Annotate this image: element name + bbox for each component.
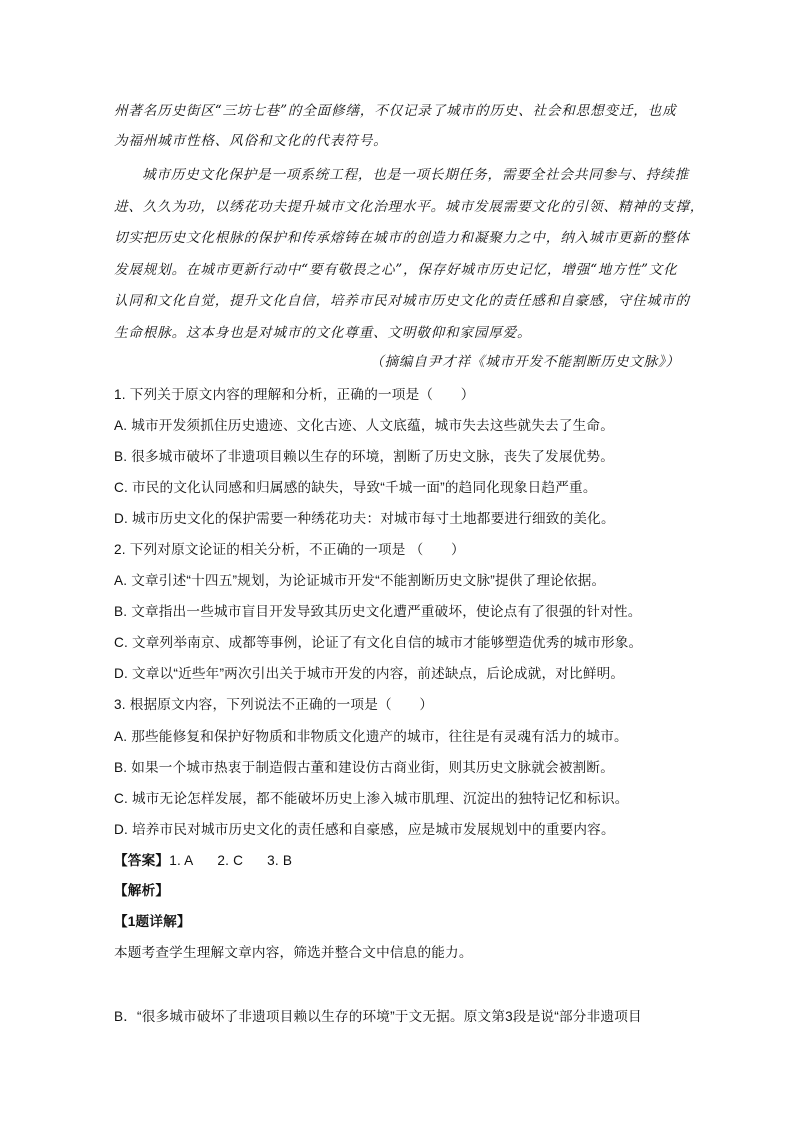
answer-row (114, 851, 680, 871)
question-3-stem: 3. 根据原文内容，下列说法不正确的一项是（ ） (114, 697, 434, 712)
passage-line: 为福州城市性格、风俗和文化的代表符号。 (114, 133, 388, 149)
question-1-option-d: D. 城市历史文化的保护需要一种绣花功夫：对城市每寸土地都要进行细致的美化。 (114, 511, 615, 526)
question-2-option-b: B. 文章指出一些城市盲目开发导致其历史文化遭严重破坏，使论点有了很强的针对性。 (114, 604, 642, 619)
question-1-option-b: B. 很多城市破坏了非遗项目赖以生存的环境，割断了历史文脉，丧失了发展优势。 (114, 449, 614, 464)
question-3-option-a: A. 那些能修复和保护好物质和非物质文化遗产的城市，往往是有灵魂有活力的城市。 (114, 729, 628, 744)
question-1-stem: 1. 下列关于原文内容的理解和分析，正确的一项是（ ） (114, 387, 475, 402)
passage-line: 生命根脉。这本身也是对城市的文化尊重、文明敬仰和家园厚爱。 (114, 325, 532, 341)
question-3-option-d: D. 培养市民对城市历史文化的责任感和自豪感，应是城市发展规划中的重要内容。 (114, 822, 615, 837)
question-2-option-a: A. 文章引述“十四五”规划，为论证城市开发“不能割断历史文脉”提供了理论依据。 (114, 573, 606, 588)
question-1-analysis-intro: 本题考查学生理解文章内容，筛选并整合文中信息的能力。 (114, 945, 473, 960)
question-1-option-c: C. 市民的文化认同感和归属感的缺失，导致“千城一面”的趋同化现象日趋严重。 (114, 480, 597, 495)
passage-line: 进、久久为功，以绣花功夫提升城市文化治理水平。城市发展需要文化的引领、精神的支撑， (114, 199, 705, 215)
question-3-option-c: C. 城市无论怎样发展，都不能破坏历史上渗入城市肌理、沉淀出的独特记忆和标识。 (114, 791, 629, 806)
passage-line: 发展规划。在城市更新行动中“要有敬畏之心”，保存好城市历史记忆，增强“地方性”文化 (114, 262, 678, 278)
answer-item: 3. B (267, 853, 293, 868)
analysis-label: 【解析】 (114, 883, 170, 898)
question-1-option-a: A. 城市开发须抓住历史遗迹、文化古迹、人文底蕴，城市失去这些就失去了生命。 (114, 418, 614, 433)
question-2-option-c: C. 文章列举南京、成都等事例，论证了有文化自信的城市才能够塑造优秀的城市形象。 (114, 635, 643, 650)
question-1-analysis-label: 【1题详解】 (114, 914, 191, 929)
answer-item: 2. C (217, 853, 244, 868)
passage-line: 切实把历史文化根脉的保护和传承熔铸在城市的创造力和凝聚力之中，纳入城市更新的整体 (114, 230, 690, 246)
passage-line: 州著名历史街区“三坊七巷”的全面修缮，不仅记录了城市的历史、社会和思想变迁，也成 (114, 103, 677, 119)
answer-item: 1. A (169, 853, 194, 868)
passage-line: 城市历史文化保护是一项系统工程，也是一项长期任务，需要全社会共同参与、持续推 (142, 167, 689, 183)
question-1-analysis-option-b: B．“很多城市破坏了非遗项目赖以生存的环境”于文无据。原文第3段是说“部分非遗项目 (114, 1009, 642, 1024)
question-2-option-d: D. 文章以“近些年”两次引出关于城市开发的内容，前述缺点，后论成就，对比鲜明。 (114, 666, 625, 681)
question-2-stem: 2. 下列对原文论证的相关分析，不正确的一项是 （ ） (114, 542, 465, 557)
passage-source: （摘编自尹才祥《城市开发不能割断历史文脉》） (370, 354, 680, 370)
answer-label: 【答案】 (114, 853, 170, 868)
passage-line: 认同和文化自觉，提升文化自信，培养市民对城市历史文化的责任感和自豪感，守住城市的 (114, 293, 690, 309)
question-3-option-b: B. 如果一个城市热衷于制造假古董和建设仿古商业街，则其历史文脉就会被割断。 (114, 760, 614, 775)
